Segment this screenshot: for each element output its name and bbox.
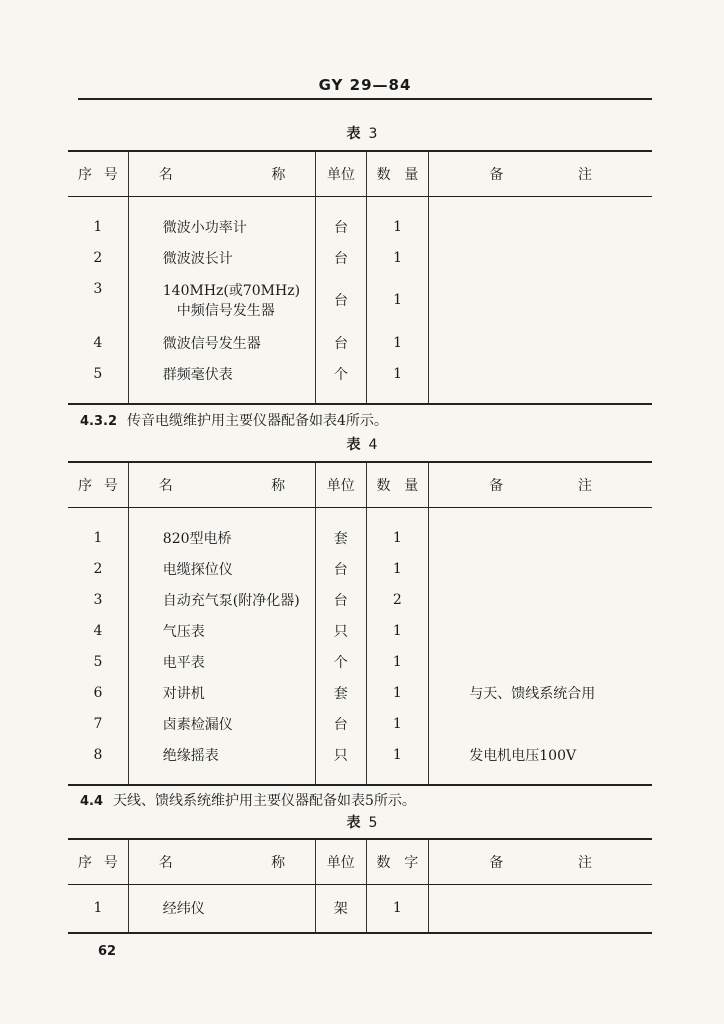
table-row: 2 电缆探位仪 台 1: [68, 553, 652, 584]
header-rule: [78, 98, 652, 100]
table4-caption-number: 4: [368, 437, 378, 453]
table3-caption: [0, 123, 724, 143]
col-header-seq: 序 号: [68, 151, 128, 197]
table5: [68, 838, 652, 934]
page-number: 62: [98, 944, 117, 959]
table-row: 4 微波信号发生器 台 1: [68, 327, 652, 358]
paragraph-text: 传音电缆维护用主要仪器配备如表4所示。: [127, 413, 388, 429]
table4-caption: [0, 434, 724, 454]
table-row: 5 群频毫伏表 个 1: [68, 358, 652, 389]
section-number: 4.4: [80, 794, 104, 809]
table-row: 6 对讲机 套 1 与天、馈线系统合用: [68, 677, 652, 708]
paragraph-4-4: [80, 790, 416, 810]
table3: [68, 150, 652, 405]
paragraph-text: 天线、馈线系统维护用主要仪器配备如表5所示。: [113, 793, 416, 809]
paragraph-4-3-2: [80, 410, 388, 430]
table4: [68, 461, 652, 786]
col-header-name: 名 称: [128, 839, 315, 885]
table4-caption-label: 表: [346, 437, 361, 453]
col-header-name: 名 称: [128, 462, 315, 508]
table4-header-row: [68, 462, 652, 508]
table-row: 3 140MHz(或70MHz) 中频信号发生器 台 1: [68, 273, 652, 327]
table5-header-row: [68, 839, 652, 885]
col-header-seq: 序 号: [68, 462, 128, 508]
table-row: 4 气压表 只 1: [68, 615, 652, 646]
col-header-remark: 备 注: [429, 839, 652, 885]
row-name-line1: 140MHz(或70MHz): [162, 283, 301, 299]
table5-caption: [0, 812, 724, 832]
col-header-unit: 单位: [316, 839, 366, 885]
col-header-remark: 备 注: [429, 151, 652, 197]
col-header-seq: 序 号: [68, 839, 128, 885]
col-header-qty: 数 量: [366, 151, 429, 197]
table-row: 1 经纬仪 架 1: [68, 885, 652, 933]
col-header-unit: 单位: [316, 151, 366, 197]
col-header-unit: 单位: [316, 462, 366, 508]
table-row: 7 卤素检漏仪 台 1: [68, 708, 652, 739]
table-row: 2 微波波长计 台 1: [68, 242, 652, 273]
section-number: 4.3.2: [80, 414, 118, 429]
table3-caption-label: 表: [346, 126, 361, 142]
table-row: 3 自动充气泵(附净化器) 台 2: [68, 584, 652, 615]
col-header-qty: 数 量: [366, 462, 429, 508]
col-header-remark: 备 注: [429, 462, 652, 508]
row-name-line2: 中频信号发生器: [176, 303, 275, 319]
table-row: 1 微波小功率计 台 1: [68, 211, 652, 242]
table-row: 1 820型电桥 套 1: [68, 522, 652, 553]
col-header-name: 名 称: [128, 151, 316, 197]
table5-caption-number: 5: [368, 815, 378, 831]
table5-caption-label: 表: [346, 815, 361, 831]
page-header-code: GY 29—84: [318, 76, 412, 94]
col-header-qty: 数 字: [366, 839, 429, 885]
table3-header-row: [68, 151, 652, 197]
table-row: 8 绝缘摇表 只 1 发电机电压100V: [68, 739, 652, 770]
table3-caption-number: 3: [368, 126, 378, 142]
table-row: 5 电平表 个 1: [68, 646, 652, 677]
